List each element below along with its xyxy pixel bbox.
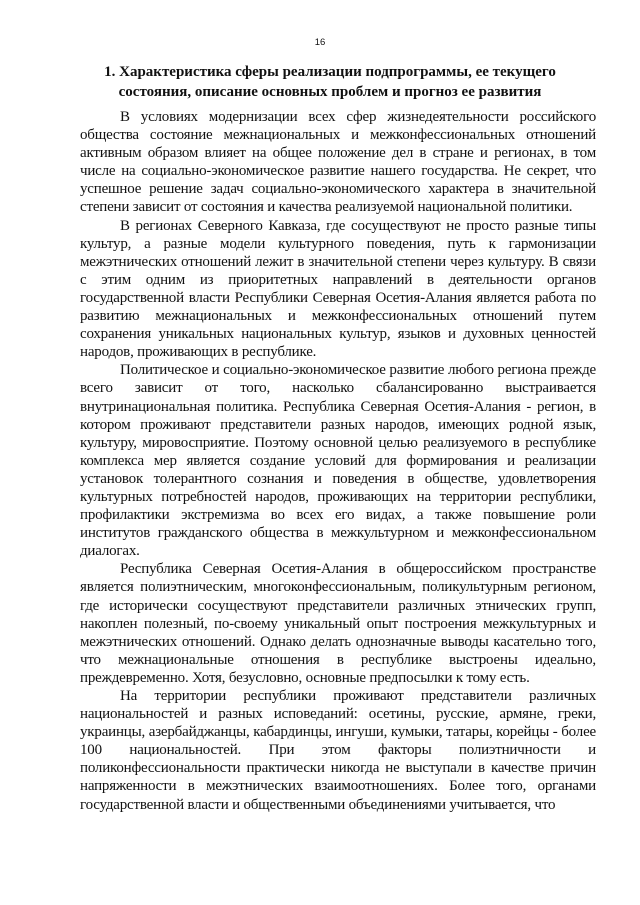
document-body [80, 108, 596, 814]
paragraph-2: В регионах Северного Кавказа, где сосуществуют не просто разные типы культур, а разные модели культурного поведения, путь к гармонизации межэтнических отношений лежит в значительной степени через культуру. В связи с этим одним из приоритетных направлений в деятельности органов государственной власти Республики Северная Осетия-Алания является работа по развитию межнациональных и межконфессиональных отношений путем сохранения уникальных национальных культур, языков и духовных ценностей народов, проживающих в республике. [80, 217, 596, 361]
paragraph-4: Республика Северная Осетия-Алания в общероссийском пространстве является полиэтническим, многоконфессиональным, поликультурным регионом, где исторически сосуществуют представители различных этнических групп, накоплен полезный, по-своему уникальный опыт построения межкультурных и межэтнических отношений. Однако делать однозначные выводы касательно того, что межнациональные отношения в республике выстроены идеально, преждевременно. Хотя, безусловно, основные предпосылки к тому есть. [80, 561, 596, 686]
section-heading: 1. Характеристика сферы реализации подпрограммы, ее текущего состояния, описание основных проблем и прогноз ее развития [104, 64, 556, 100]
paragraph-5: На территории республики проживают представители различных национальностей и разных исповеданий: осетины, русские, армяне, греки, украинцы, азербайджанцы, кабардинцы, ингуши, кумыки, татары, корейцы - более 100 национальностей. При этом факторы полиэтничности и поликонфессиональности практически никогда не выступали в качестве причин напряженности в межэтнических взаимоотношениях. Более того, органами государственной власти и общественными объединениями учитывается, что [80, 688, 596, 813]
page-number: 16 [314, 37, 326, 48]
paragraph-1: В условиях модернизации всех сфер жизнедеятельности российского общества состояние межнациональных и межконфессиональных отношений активным образом влияет на общее положение дел в стране и регионах, в том числе на социально-экономическое развитие нашего государства. Не секрет, что успешное решение задач социально-экономического характера в значительной степени зависит от состояния и качества реализуемой национальной политики. [80, 109, 596, 216]
paragraph-3: Политическое и социально-экономическое развитие любого региона прежде всего зависит от того, насколько сбалансированно выстраивается внутринациональная политика. Республика Северная Осетия-Алания - регион, в котором проживают представители разных народов, имеющих родной язык, культуру, мировосприятие. Поэтому основной целью реализуемого в республике комплекса мер является создание условий для формирования и реализации установок толерантного сознания и поведения в обществе, удовлетворения культурных потребностей народов, проживающих на территории республики, профилактики экстремизма во всех его видах, а также повышение роли институтов гражданского общества в межкультурном и межконфессиональном диалогах. [80, 362, 596, 560]
